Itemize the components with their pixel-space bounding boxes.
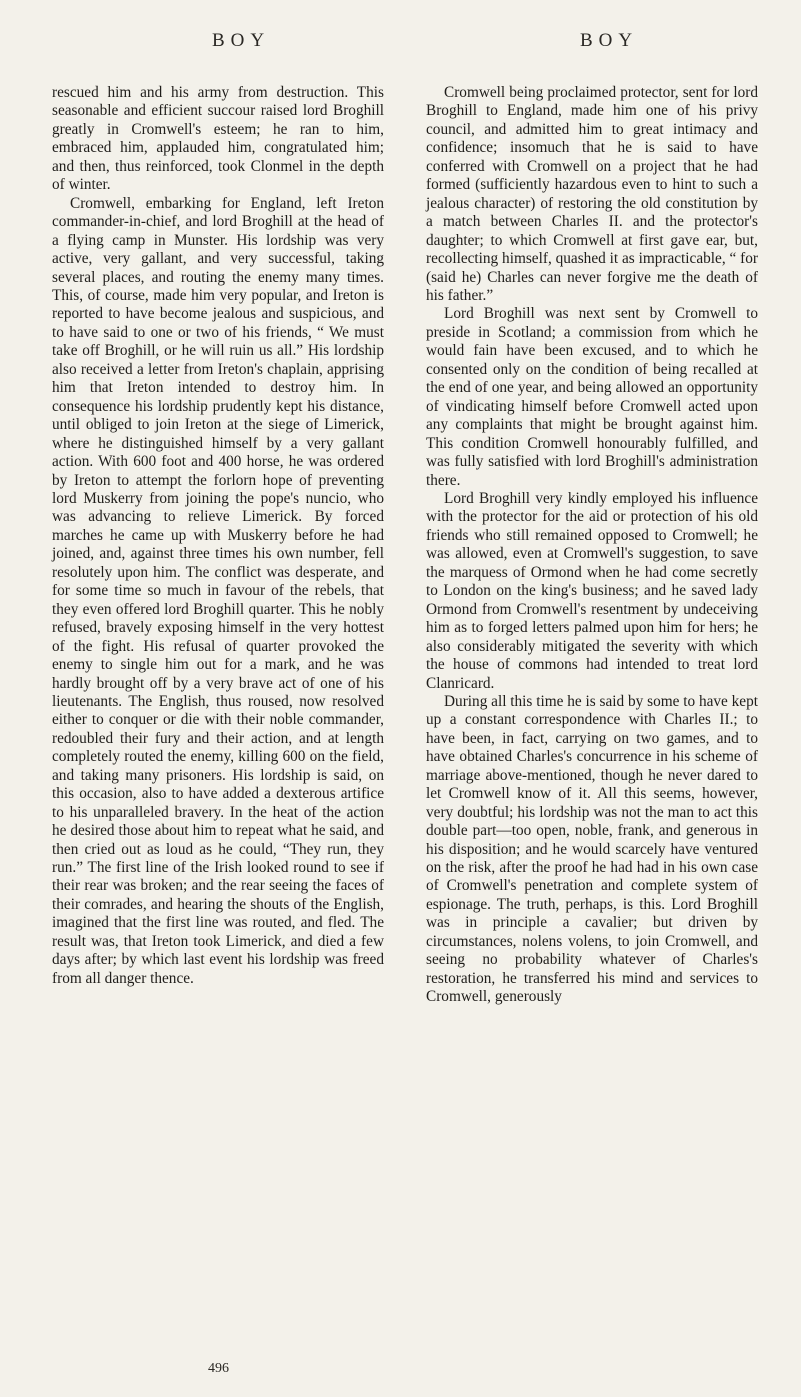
paragraph: Lord Broghill was next sent by Cromwell to preside in Scotland; a commission from which he would fain have been excused, and to which he consented only on the condition of being recalled at the end of one year, and being allowed an opportunity of vindicating himself before Cromwell acted upon any complaints that might be brought against him. This condition Cromwell honourably fulfilled, and was fully satisfied with lord Broghill's administration there. [426,305,758,489]
left-column [52,84,384,988]
paragraph: Lord Broghill very kindly employed his influence with the protector for the aid or protection of his old friends who still remained opposed to Cromwell; he was allowed, even at Cromwell's suggestion, to save the marquess of Ormond when he had come secretly to London on the king's business; and he saved lady Ormond from Cromwell's resentment by undeceiving him as to forged letters palmed upon him for hers; he also considerably mitigated the severity with which the house of commons had intended to treat lord Clanricard. [426,489,758,692]
page-number: 496 [208,1361,229,1376]
paragraph: During all this time he is said by some to have kept up a constant correspondence with Charles II.; to have been, in fact, carrying on two games, and to have obtained Charles's concurrence in his scheme of marriage above-mentioned, though he never dared to let Cromwell know of it. All this seems, however, very doubtful; his lordship was not the man to act this double part—too open, noble, frank, and generous in his disposition; and he would scarcely have ventured on the risk, after the proof he had had in his own case of Cromwell's penetration and complete system of espionage. The truth, perhaps, is this. Lord Broghill was in principle a cavalier; but driven by circumstances, nolens volens, to join Cromwell, and seeing no probability whatever of Charles's restoration, he transferred his mind and services to Cromwell, generously [426,692,758,1006]
paragraph: Cromwell being proclaimed protector, sent for lord Broghill to England, made him one of his privy council, and admitted him to great intimacy and confidence; insomuch that he is said to have conferred with Cromwell on a project that he had formed (sufficiently hazardous even to hint to such a jealous character) of restoring the old constitution by a match between Charles II. and the protector's daughter; to which Cromwell at first gave ear, but, recollecting himself, quashed it as impracticable, “ for (said he) Charles can never forgive me the death of his father.” [426,84,758,304]
paragraph: Cromwell, embarking for England, left Ireton commander-in-chief, and lord Broghill at the head of a flying camp in Munster. His lordship was very active, very gallant, and very successful, taking several places, and routing the enemy many times. This, of course, made him very popular, and Ireton is reported to have become jealous and suspicious, and to have said to one or two of his friends, “ We must take off Broghill, or he will ruin us all.” His lordship also received a letter from Ireton's chaplain, apprising him that Ireton intended to destroy him. In consequence his lordship prudently kept his distance, until obliged to join Ireton at the siege of Limerick, where he distinguished himself by a very gallant action. With 600 foot and 400 horse, he was ordered by Ireton to attempt the forlorn hope of preventing lord Muskerry from joining the pope's nuncio, who was advancing to relieve Limerick. By forced marches he came up with Muskerry before he had joined, and, against three times his own number, fell resolutely upon him. The conflict was desperate, and for some time so much in favour of the rebels, that they even offered lord Broghill quarter. This he nobly refused, bravely exposing himself in the very hottest of the fight. His refusal of quarter provoked the enemy to single him out for a mark, and he was hardly brought off by a very brave act of one of his lieutenants. The English, thus roused, now resolved either to conquer or die with their noble commander, redoubled their fury and their action, and at length completely routed the enemy, killing 600 on the field, and taking many prisoners. His lordship is said, on this occasion, also to have added a dexterous artifice to his unparalleled bravery. In the heat of the action he desired those about him to repeat what he said, and then cried out as loud as he could, “They run, they run.” The first line of the Irish looked round to see if their rear was broken; and the rear seeing the faces of their comrades, and hearing the shouts of the English, imagined that the first line was routed, and fled. The result was, that Ireton took Limerick, and died a few days after; by which last event his lordship was freed from all danger thence. [52,194,384,987]
running-head-right: BOY [580,30,639,51]
running-head-left: BOY [212,30,271,51]
right-column [426,84,758,1007]
paragraph: rescued him and his army from destruction. This seasonable and efficient succour raised lord Broghill greatly in Cromwell's esteem; he ran to him, embraced him, applauded him, congratulated him; and then, thus reinforced, took Clonmel in the depth of winter. [52,84,384,194]
